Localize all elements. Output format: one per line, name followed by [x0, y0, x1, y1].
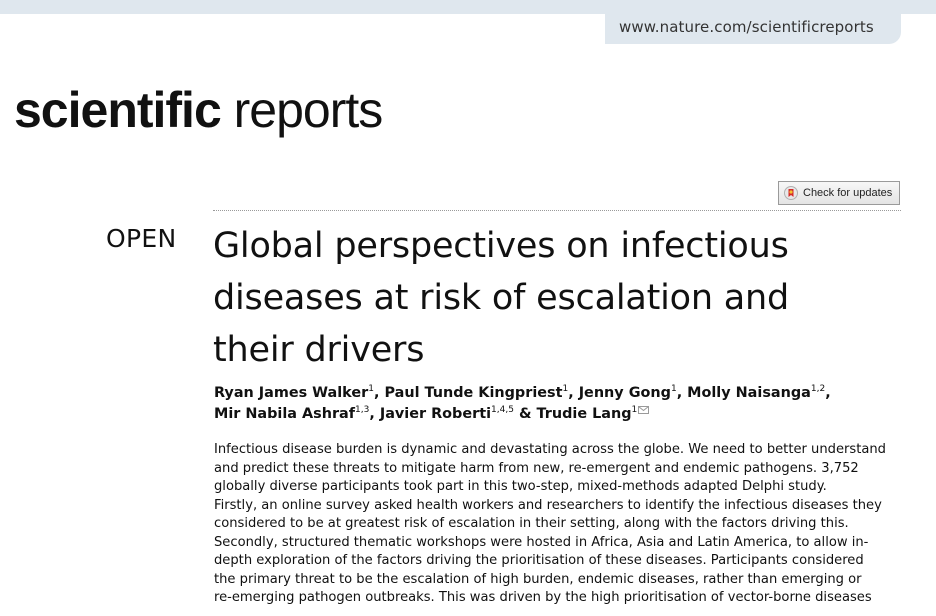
author-separator: , [676, 385, 688, 401]
author-affiliation: 1,2 [810, 384, 826, 394]
title-line: their drivers [213, 330, 425, 370]
author-separator: , [568, 385, 579, 401]
check-for-updates-button[interactable] [778, 181, 900, 205]
abstract [214, 441, 914, 608]
author-separator: & [513, 406, 537, 422]
open-access-label: OPEN [106, 224, 177, 253]
abstract-line: and predict these threats to mitigate harm from new, re-emergent and endemic pathogens. 3,752 [214, 460, 859, 476]
author-separator: , [825, 385, 831, 401]
bookmark-update-icon [784, 186, 798, 200]
author-affiliation: 1,4,5 [491, 405, 514, 415]
logo-bold-word: scientific [14, 82, 221, 138]
author-affiliation: 1 [562, 384, 569, 394]
top-banner [0, 0, 936, 14]
author-list [214, 383, 914, 425]
author-affiliation: 1 [670, 384, 677, 394]
author-name[interactable]: Paul Tunde Kingpriest [384, 385, 563, 401]
abstract-line: re-emerging pathogen outbreaks. This was driven by the high prioritisation of vector-borne diseases [214, 590, 872, 605]
author-name[interactable]: Molly Naisanga [687, 385, 811, 401]
author-name[interactable]: Ryan James Walker [214, 385, 369, 401]
journal-logo[interactable] [14, 80, 382, 140]
abstract-line: Firstly, an online survey asked health workers and researchers to identify the infectious diseases they [214, 497, 882, 513]
abstract-line: considered to be at greatest risk of escalation in their setting, along with the factors driving this. [214, 516, 849, 531]
author-name[interactable]: Jenny Gong [578, 385, 671, 401]
author-separator: , [373, 385, 385, 401]
author-row [214, 383, 914, 404]
author-row [214, 404, 914, 425]
article-title [213, 220, 913, 376]
journal-url-link[interactable]: www.nature.com/scientificreports [619, 18, 874, 36]
author-affiliation: 1 [368, 384, 374, 394]
header-divider [213, 210, 901, 211]
author-name[interactable]: Trudie Lang [536, 406, 632, 422]
author-name[interactable]: Javier Roberti [379, 406, 492, 422]
author-affiliation: 1 [631, 405, 638, 415]
abstract-line: the primary threat to be the escalation of high burden, endemic diseases, rather than emerging or [214, 571, 862, 587]
author-name[interactable]: Mir Nabila Ashraf [214, 406, 356, 422]
abstract-line: Infectious disease burden is dynamic and devastating across the globe. We need to better understand [214, 442, 886, 457]
title-line: Global perspectives on infectious [213, 226, 789, 266]
check-for-updates-label: Check for updates [803, 187, 893, 199]
email-icon[interactable] [638, 406, 649, 414]
abstract-line: Secondly, structured thematic workshops were hosted in Africa, Asia and Latin America, to allow in- [214, 534, 869, 550]
title-line: diseases at risk of escalation and [213, 278, 790, 318]
abstract-line: depth exploration of the factors driving the prioritisation of these diseases. Participants considered [214, 553, 864, 568]
logo-light-word: reports [233, 82, 383, 138]
author-separator: , [369, 406, 380, 422]
abstract-line: globally diverse participants took part in this two-step, mixed-methods adapted Delphi study. [214, 479, 827, 494]
author-affiliation: 1,3 [355, 405, 370, 415]
